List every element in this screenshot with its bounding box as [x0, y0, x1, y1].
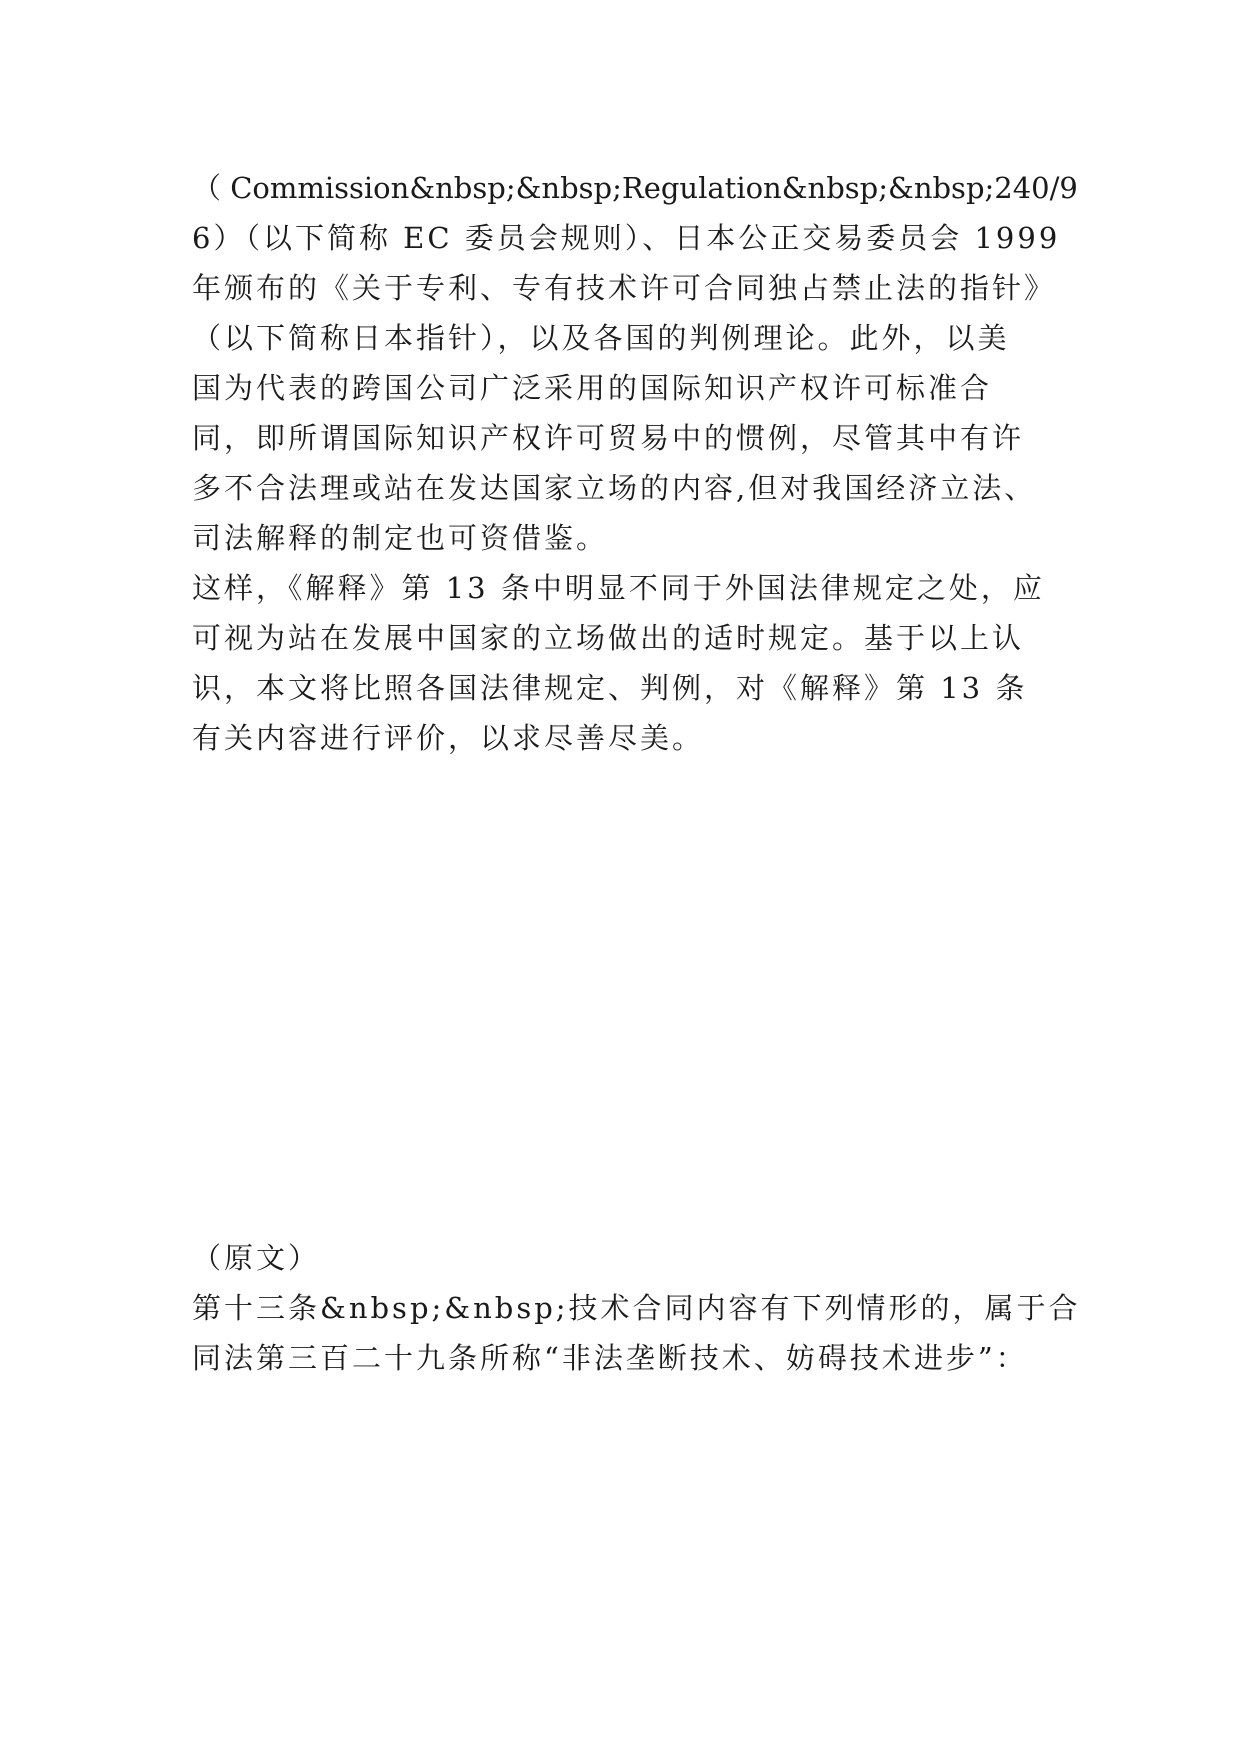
text-line: 年颁布的《关于专利、专有技术许可合同独占禁止法的指针》: [192, 271, 1057, 305]
section-label: （原文）: [192, 1241, 321, 1275]
text-line: 国为代表的跨国公司广泛采用的国际知识产权许可标准合: [192, 371, 993, 405]
text-line: 有关内容进行评价，以求尽善尽美。: [192, 721, 705, 755]
text-line: 第十三条&nbsp;&nbsp;技术合同内容有下列情形的，属于合: [192, 1291, 1081, 1325]
text-line: 识，本文将比照各国法律规定、判例，对《解释》第 13 条: [192, 671, 1028, 705]
text-line: （以下简称日本指针），以及各国的判例理论。此外，以美: [192, 321, 1010, 355]
text-line: （ Commission&nbsp;&nbsp;Regulation&nbsp;&nbsp;240/9: [192, 171, 1078, 205]
text-line: 6）（以下简称 EC 委员会规则）、日本公正交易委员会 1999: [192, 221, 1061, 255]
text-line: 司法解释的制定也可资借鉴。: [192, 521, 609, 555]
text-line: 多不合法理或站在发达国家立场的内容,但对我国经济立法、: [192, 471, 1037, 505]
text-line: 同，即所谓国际知识产权许可贸易中的惯例，尽管其中有许: [192, 421, 1025, 455]
text-line: 可视为站在发展中国家的立场做出的适时规定。基于以上认: [192, 621, 1025, 655]
text-line: 同法第三百二十九条所称“非法垄断技术、妨碍技术进步”：: [192, 1341, 1028, 1375]
text-line: 这样，《解释》第 13 条中明显不同于外国法律规定之处，应: [192, 571, 1045, 605]
